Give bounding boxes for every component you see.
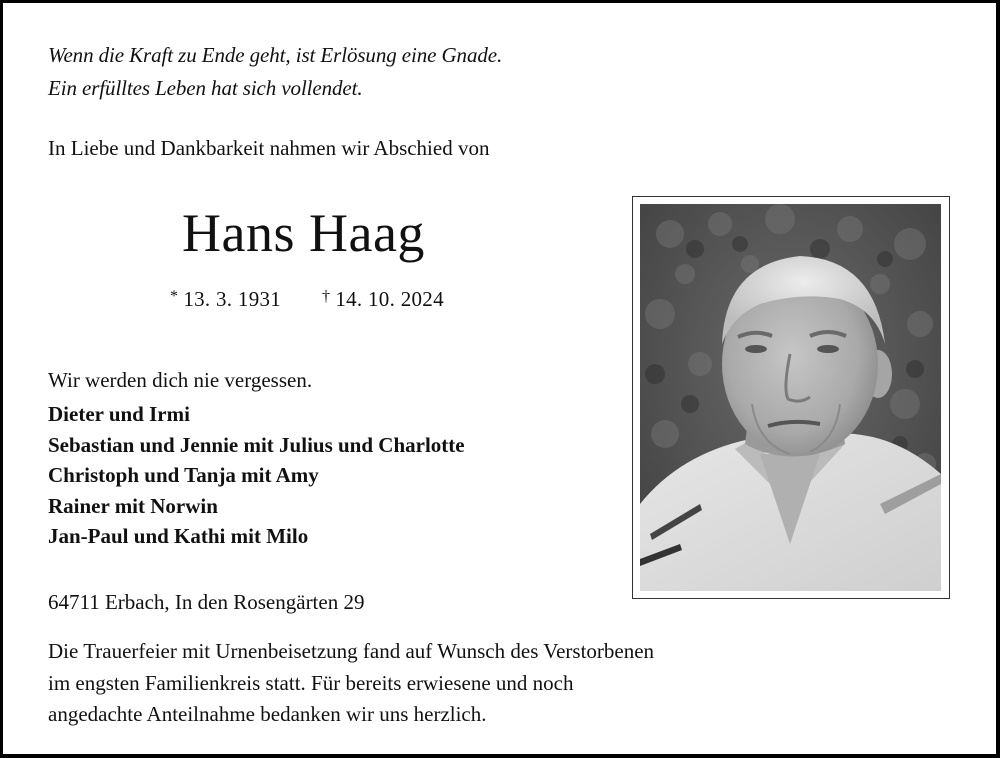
- funeral-notice: [48, 636, 654, 731]
- birth-date: 13. 3. 1931: [183, 287, 282, 311]
- family-member: Rainer mit Norwin: [48, 493, 218, 518]
- family-member: Dieter und Irmi: [48, 402, 190, 426]
- family-member: Christoph und Tanja mit Amy: [48, 463, 319, 487]
- family-list: [48, 399, 465, 552]
- closing-text: Wir werden dich nie vergessen.: [48, 368, 313, 392]
- notice-line-2: im engsten Familienkreis statt. Für bereits erwiesene und noch: [48, 670, 574, 695]
- intro-text: In Liebe und Dankbarkeit nahmen wir Abschied von: [48, 136, 490, 160]
- notice-line-1: Die Trauerfeier mit Urnenbeisetzung fand auf Wunsch des Verstorbenen: [48, 639, 655, 663]
- death-date: 14. 10. 2024: [335, 287, 444, 311]
- birth-star-icon: *: [170, 288, 179, 305]
- deceased-name: Hans Haag: [182, 203, 425, 263]
- family-member: Jan-Paul und Kathi mit Milo: [48, 524, 309, 548]
- notice-line-3: angedachte Anteilnahme bedanken wir uns herzlich.: [48, 702, 487, 726]
- motto-line-2: Ein erfülltes Leben hat sich vollendet.: [48, 76, 363, 100]
- death-date-line: [322, 287, 444, 312]
- address: 64711 Erbach, In den Rosengärten 29: [48, 590, 365, 614]
- portrait-illustration: [640, 204, 941, 591]
- family-member: Sebastian und Jennie mit Julius und Charlotte: [48, 432, 465, 457]
- birth-date-line: [170, 287, 281, 312]
- portrait-frame: [632, 196, 950, 599]
- portrait-photo: [640, 204, 941, 591]
- death-dagger-icon: †: [322, 288, 331, 305]
- motto-line-1: Wenn die Kraft zu Ende geht, ist Erlösung eine Gnade.: [48, 43, 503, 67]
